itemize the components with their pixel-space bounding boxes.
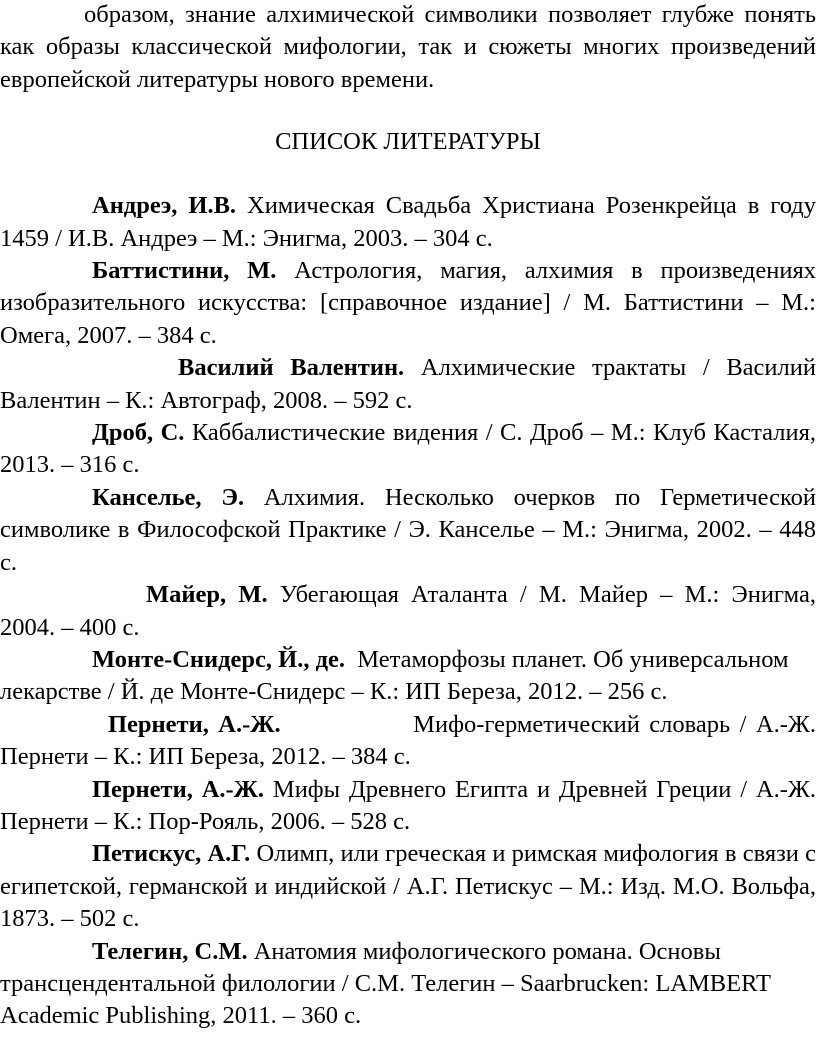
reference-text: Анатомия мифологического романа. Основы трансцендентальной филологии / С.М. Телегин – Saarbrucken: LAMBERT Academic Publishing, 2011. – 360 с. [0, 937, 771, 1030]
reference-text: Каббалистические видения / С. Дроб – М.: Клуб Касталия, 2013. – 316 с. [0, 419, 816, 479]
references-list [0, 190, 816, 1033]
reference-item [0, 352, 816, 417]
reference-text: Химическая Свадьба Христиана Розенкрейца в году 1459 / И.В. Андреэ – М.: Энигма, 2003. – 304 с. [0, 192, 816, 252]
reference-author: Канселье, Э. [92, 483, 245, 511]
reference-text: Астрология, магия, алхимия в произведениях изобразительного искусства: [справочное издание] / М. Баттистини – М.: Омега, 2007. – 384 с. [0, 257, 816, 349]
reference-text: Алхимия. Несколько очерков по Герметической символике в Философской Практике / Э. Канселье – М.: Энигма, 2002. – 448 с. [0, 483, 816, 576]
reference-author: Майер, М. [146, 581, 268, 609]
reference-text: Мифы Древнего Египта и Древней Греции / А.-Ж. Пернети – К.: Пор-Рояль, 2006. – 528 с. [0, 775, 816, 835]
reference-item [0, 709, 816, 774]
reference-author: Петискус, А.Г. [92, 840, 251, 868]
intro-paragraph: образом, знание алхимической символики позволяет глубже понять как образы классической мифологии, так и сюжеты многих произведений европейской литературы нового времени. [0, 1, 816, 93]
reference-text: Метаморфозы планет. Об универсальном лекарстве / Й. де Монте-Снидерс – К.: ИП Береза, 2012. – 256 с. [0, 645, 795, 706]
reference-author: Пернети, А.-Ж. [108, 710, 281, 738]
references-heading: СПИСОК ЛИТЕРАТУРЫ [275, 128, 541, 156]
reference-item [0, 774, 816, 839]
reference-item [0, 255, 816, 352]
reference-text: Мифо-герметический словарь / А.-Ж. Пернети – К.: ИП Береза, 2012. – 384 с. [0, 710, 816, 771]
reference-item [0, 417, 816, 482]
reference-author: Пернети, А.-Ж. [92, 775, 265, 803]
reference-item [0, 838, 816, 935]
reference-item [0, 644, 816, 709]
reference-text: Олимп, или греческая и римская мифология в связи с египетской, германской и индийской / А.Г. Петискус – М.: Изд. М.О. Вольфа, 1873. – 502 с. [0, 840, 816, 933]
reference-item [0, 579, 816, 644]
reference-author: Андреэ, И.В. [92, 192, 237, 220]
reference-item [0, 936, 816, 1033]
reference-author: Телегин, С.М. [92, 937, 248, 965]
reference-author: Монте-Снидерс, Й., де. [92, 645, 346, 673]
reference-author: Василий Валентин. [178, 354, 405, 382]
reference-item [0, 190, 816, 255]
reference-text: Убегающая Аталанта / М. Майер – М.: Энигма, 2004. – 400 с. [0, 581, 816, 641]
reference-item [0, 482, 816, 579]
reference-author: Баттистини, М. [92, 257, 277, 285]
reference-text: Алхимические трактаты / Василий Валентин – К.: Автограф, 2008. – 592 с. [0, 354, 816, 414]
reference-author: Дроб, С. [92, 419, 185, 447]
